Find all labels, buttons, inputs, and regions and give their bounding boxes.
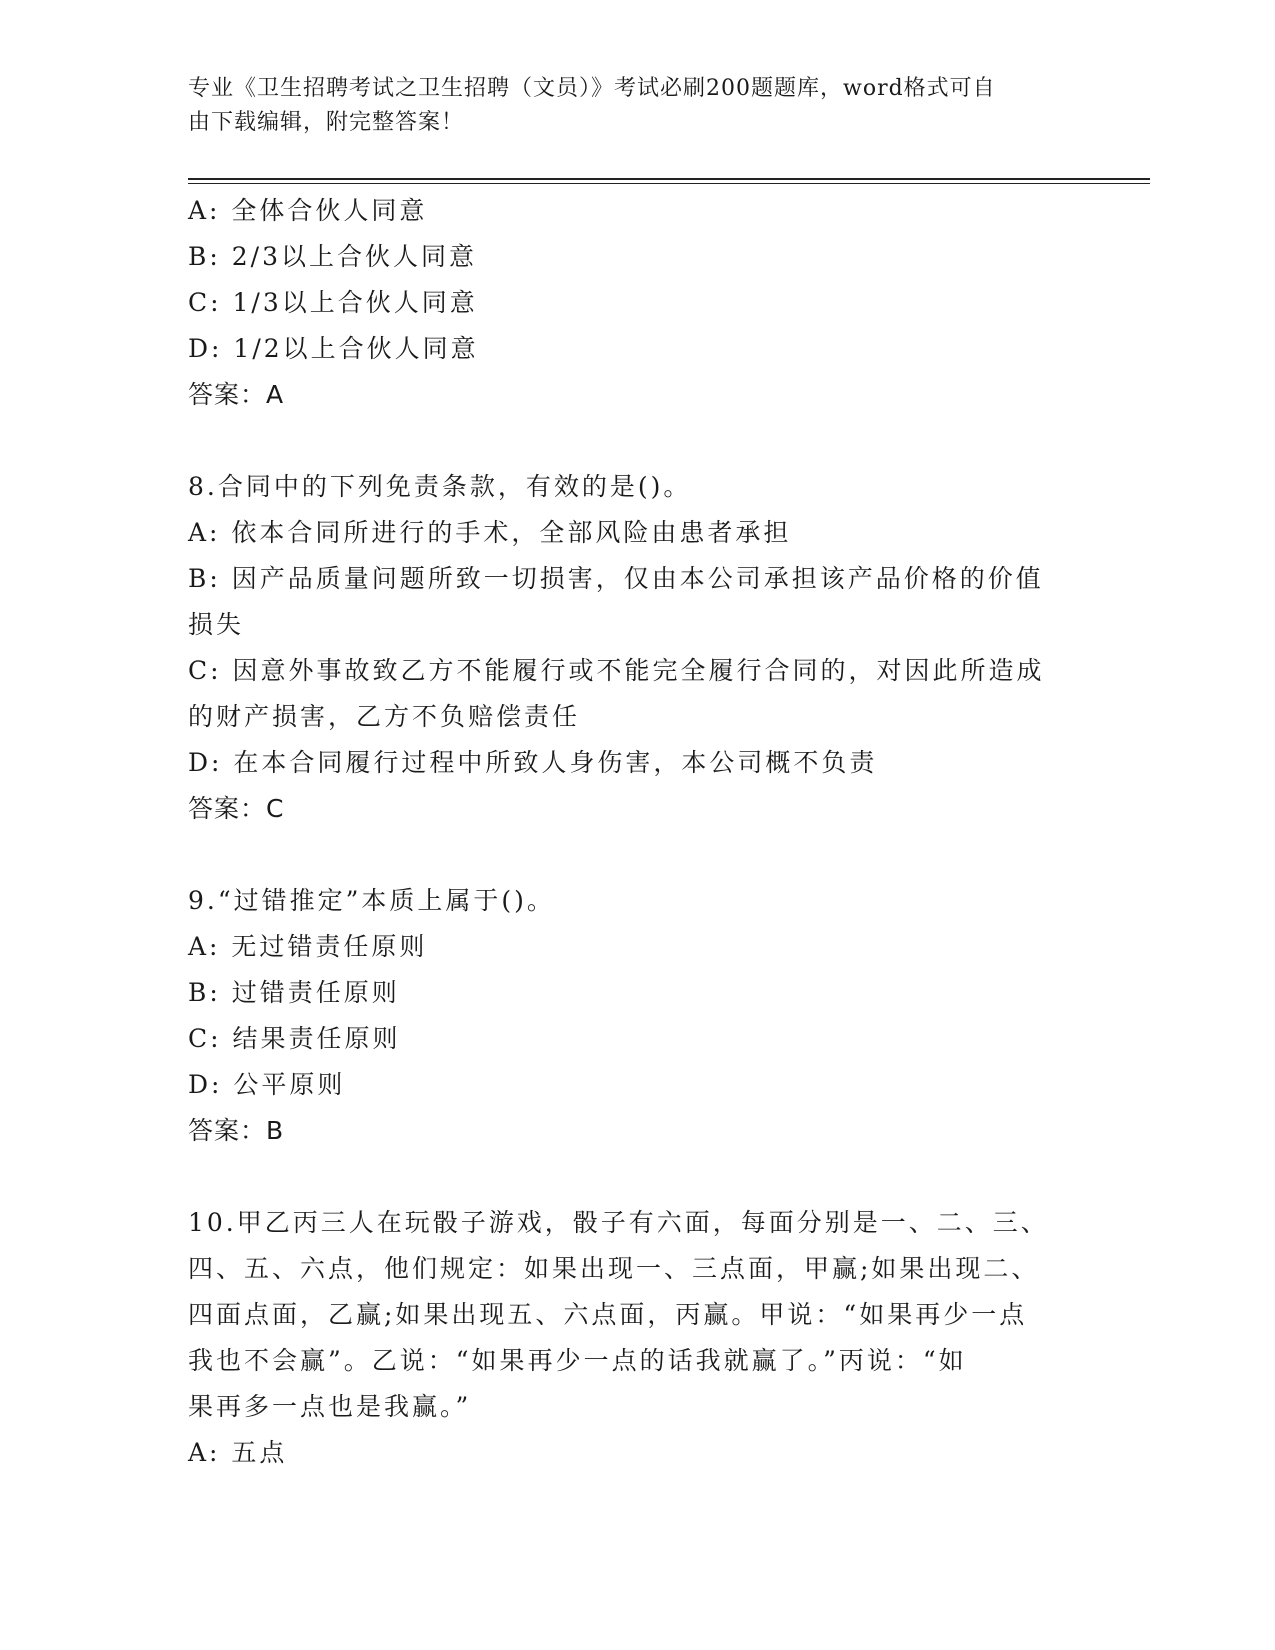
q7-option-b: B: 2/3以上合伙人同意 (188, 242, 477, 271)
q8-option-c-line-2: 的财产损害，乙方不负赔偿责任 (188, 702, 581, 731)
q9-option-c: C: 结果责任原则 (188, 1024, 401, 1053)
q10-stem-line-5: 果再多一点也是我赢。” (188, 1392, 472, 1421)
q7-option-a: A: 全体合伙人同意 (188, 196, 428, 225)
q9-answer: 答案：B (188, 1116, 285, 1145)
document-body (188, 188, 1068, 1476)
q10-stem-line-4: 我也不会赢”。乙说：“如果再少一点的话我就赢了。”丙说：“如 (188, 1346, 967, 1375)
q9-option-b: B: 过错责任原则 (188, 978, 400, 1007)
q7-option-d: D: 1/2以上合伙人同意 (188, 334, 479, 363)
q10-stem-line-3: 四面点面，乙赢;如果出现五、六点面，丙赢。甲说：“如果再少一点 (188, 1300, 1028, 1329)
q8-answer: 答案：C (188, 794, 285, 823)
q10-stem-line-2: 四、五、六点，他们规定：如果出现一、三点面，甲赢;如果出现二、 (188, 1254, 1040, 1283)
header-line-2: 由下载编辑，附完整答案！ (188, 110, 465, 135)
q7-answer: 答案：A (188, 380, 285, 409)
q8-option-d: D: 在本合同履行过程中所致人身伤害，本公司概不负责 (188, 748, 878, 777)
spacer (188, 418, 1068, 464)
q7-option-c: C: 1/3以上合伙人同意 (188, 288, 478, 317)
q8-option-c-line-1: C: 因意外事故致乙方不能履行或不能完全履行合同的，对因此所造成 (188, 656, 1045, 685)
q10-stem-line-1: 10.甲乙丙三人在玩骰子游戏，骰子有六面，每面分别是一、二、三、 (188, 1208, 1049, 1237)
q9-option-d: D: 公平原则 (188, 1070, 346, 1099)
q8-option-a: A: 依本合同所进行的手术，全部风险由患者承担 (188, 518, 792, 547)
q8-option-b-line-2: 损失 (188, 610, 245, 639)
q9-option-a: A: 无过错责任原则 (188, 932, 428, 961)
q8-option-b-line-1: B: 因产品质量问题所致一切损害，仅由本公司承担该产品价格的价值 (188, 564, 1044, 593)
header-divider-thin (188, 183, 1150, 184)
header-divider-thick (188, 178, 1150, 180)
header-line-1: 专业《卫生招聘考试之卫生招聘（文员）》考试必刷200题题库，word格式可自 (188, 76, 996, 101)
q10-option-a: A: 五点 (188, 1438, 288, 1467)
document-header (188, 72, 1068, 140)
q9-stem: 9.“过错推定”本质上属于()。 (188, 886, 555, 915)
q8-stem: 8.合同中的下列免责条款，有效的是()。 (188, 472, 692, 501)
spacer (188, 1154, 1068, 1200)
spacer (188, 832, 1068, 878)
